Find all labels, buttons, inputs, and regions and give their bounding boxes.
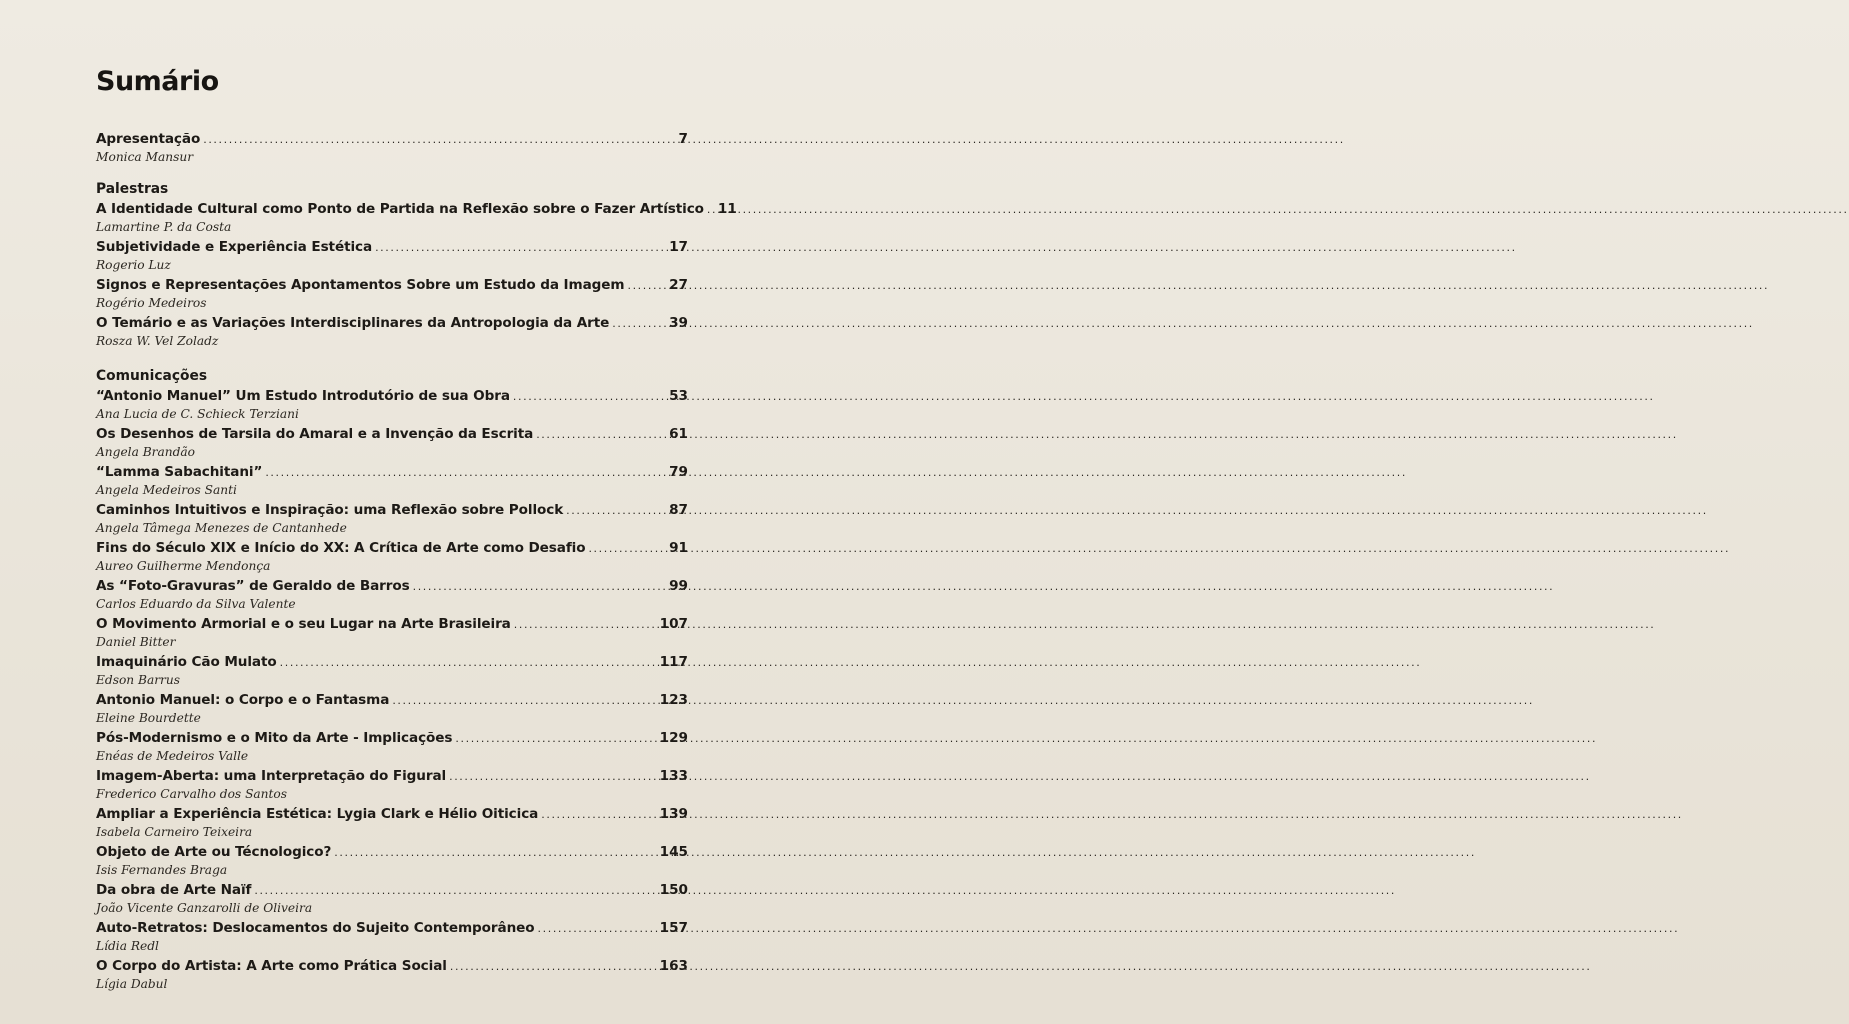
dot-leader (707, 200, 715, 219)
toc-entry-line (96, 653, 688, 672)
toc-entry-author: Carlos Eduardo da Silva Valente (96, 597, 296, 611)
toc-entry-title: “Lamma Sabachitani” (96, 464, 263, 480)
toc-entry-title: Os Desenhos de Tarsila do Amaral e a Invenção da Escrita (96, 426, 534, 442)
toc-entry-title: Caminhos Intuitivos e Inspiração: uma Reflexão sobre Pollock (96, 502, 564, 518)
toc-entry[interactable] (96, 539, 688, 574)
dot-leader (566, 501, 666, 520)
toc-entry-title: “Antonio Manuel” Um Estudo Introdutório de sua Obra (96, 388, 510, 404)
table-of-contents (96, 62, 737, 995)
toc-entry-line (96, 425, 688, 444)
toc-page-number: 7 (678, 131, 688, 147)
toc-entry[interactable] (96, 691, 688, 726)
dot-leader (375, 238, 666, 257)
toc-page-number: 87 (669, 502, 688, 518)
toc-entry-author: Aureo Guilherme Mendonça (96, 559, 271, 573)
dot-leader (392, 691, 656, 710)
dot-leader (627, 276, 666, 295)
section-heading-comunicacoes: Comunicações (96, 368, 208, 384)
toc-entry[interactable] (96, 463, 688, 498)
toc-entry-author: Lamartine P. da Costa (96, 220, 232, 234)
toc-entry-title: Da obra de Arte Naïf (96, 882, 252, 898)
toc-entry-title: As “Foto-Gravuras” de Geraldo de Barros (96, 578, 410, 594)
toc-page-number: 91 (669, 540, 688, 556)
toc-entry-title: A Identidade Cultural como Ponto de Partida na Reflexão sobre o Fazer Artístico (96, 201, 704, 217)
toc-entry-title: Ampliar a Experiência Estética: Lygia Clark e Hélio Oiticica (96, 806, 539, 822)
toc-entry[interactable] (96, 238, 688, 273)
toc-entry-line (96, 881, 688, 900)
toc-entry-title: O Movimento Armorial e o seu Lugar na Arte Brasileira (96, 616, 511, 632)
toc-entry[interactable] (96, 387, 688, 422)
toc-page-number: 53 (669, 388, 688, 404)
toc-page-number: 150 (659, 882, 688, 898)
dot-leader (203, 130, 667, 149)
toc-entry-line (96, 238, 688, 257)
toc-page-number: 157 (659, 920, 688, 936)
toc-page-number: 99 (669, 578, 688, 594)
toc-entry[interactable] (96, 276, 688, 311)
toc-entry[interactable] (96, 577, 688, 612)
dot-leader (455, 729, 656, 748)
toc-entry-author: Angela Medeiros Santi (96, 483, 237, 497)
toc-page-number: 145 (659, 844, 688, 860)
toc-entry-author: João Vicente Ganzarolli de Oliveira (96, 901, 313, 915)
dot-leader (541, 805, 656, 824)
dot-leader (413, 577, 666, 596)
dot-leader (536, 425, 666, 444)
toc-page-number: 17 (669, 239, 688, 255)
toc-entry-author: Eleine Bourdette (96, 711, 201, 725)
toc-page-number: 27 (669, 277, 688, 293)
toc-entry-line (96, 729, 688, 748)
dot-leader (254, 881, 656, 900)
dot-leader (265, 463, 666, 482)
toc-entry-author: Rosza W. Vel Zoladz (96, 334, 219, 348)
toc-entry-title: O Corpo do Artista: A Arte como Prática Social (96, 958, 447, 974)
toc-entry[interactable] (96, 615, 688, 650)
toc-entry[interactable] (96, 729, 688, 764)
toc-entry-line (96, 691, 688, 710)
toc-entry[interactable] (96, 200, 737, 235)
toc-entry-title: Antonio Manuel: o Corpo e o Fantasma (96, 692, 390, 708)
toc-entry-line (96, 843, 688, 862)
toc-entry-author: Daniel Bitter (96, 635, 176, 649)
toc-entry-line (96, 615, 688, 634)
dot-leader (334, 843, 656, 862)
toc-entry-line (96, 767, 688, 786)
toc-entry-line (96, 577, 688, 596)
toc-entry[interactable] (96, 805, 688, 840)
toc-entry[interactable] (96, 843, 688, 878)
toc-entry-title: Pós-Modernismo e o Mito da Arte - Implicações (96, 730, 453, 746)
toc-entry-title: O Temário e as Variações Interdisciplinares da Antropologia da Arte (96, 315, 610, 331)
dot-leader (280, 653, 657, 672)
toc-page-number: 39 (669, 315, 688, 331)
toc-page-number: 129 (659, 730, 688, 746)
toc-entry-author: Rogerio Luz (96, 258, 171, 272)
toc-entry-title: Auto-Retratos: Deslocamentos do Sujeito Contemporâneo (96, 920, 535, 936)
toc-entry-line (96, 130, 688, 149)
toc-entry[interactable] (96, 501, 688, 536)
toc-entry-line (96, 919, 688, 938)
toc-entry-author: Monica Mansur (96, 150, 194, 164)
dot-leader (612, 314, 666, 333)
toc-entry-line (96, 200, 737, 219)
toc-entry-line (96, 463, 688, 482)
toc-entry[interactable] (96, 957, 688, 992)
toc-entry-author: Angela Brandão (96, 445, 196, 459)
toc-page-number: 123 (659, 692, 688, 708)
toc-entry-title: Fins do Século XIX e Início do XX: A Crítica de Arte como Desafio (96, 540, 586, 556)
dot-leader (514, 615, 657, 634)
toc-entry-author: Rogério Medeiros (96, 296, 207, 310)
toc-page-number: 163 (659, 958, 688, 974)
dot-leader (450, 957, 657, 976)
toc-entry-author: Ana Lucia de C. Schieck Terziani (96, 407, 299, 421)
toc-entry-apresentacao[interactable] (96, 130, 688, 165)
toc-entry-title: Apresentação (96, 131, 201, 147)
toc-entry-line (96, 387, 688, 406)
page-title: Sumário (96, 66, 219, 97)
toc-entry[interactable] (96, 919, 688, 954)
toc-entry-line (96, 501, 688, 520)
toc-entry-line (96, 957, 688, 976)
toc-entry-author: Isis Fernandes Braga (96, 863, 228, 877)
toc-entry-author: Enéas de Medeiros Valle (96, 749, 249, 763)
toc-entry-line (96, 539, 688, 558)
toc-entry-line (96, 314, 688, 333)
toc-entry-author: Angela Tâmega Menezes de Cantanhede (96, 521, 347, 535)
dot-leader (513, 387, 666, 406)
toc-entry-line (96, 805, 688, 824)
toc-page-number: 133 (659, 768, 688, 784)
toc-entry-author: Lígia Dabul (96, 977, 168, 991)
dot-leader (538, 919, 657, 938)
toc-entry[interactable] (96, 881, 688, 916)
toc-page-number: 11 (717, 201, 737, 217)
dot-leader (449, 767, 657, 786)
toc-page-number: 79 (669, 464, 688, 480)
toc-entry[interactable] (96, 314, 688, 349)
dot-leader (588, 539, 666, 558)
toc-page-number: 107 (659, 616, 688, 632)
toc-entry-author: Lídia Redl (96, 939, 159, 953)
toc-entry-title: Imaquinário Cão Mulato (96, 654, 277, 670)
toc-entry[interactable] (96, 767, 688, 802)
toc-entry-title: Signos e Representações Apontamentos Sobre um Estudo da Imagem (96, 277, 625, 293)
toc-page-number: 139 (659, 806, 688, 822)
toc-entry-line (96, 276, 688, 295)
section-heading-palestras: Palestras (96, 181, 169, 197)
toc-entry[interactable] (96, 425, 688, 460)
toc-entry-title: Objeto de Arte ou Técnologico? (96, 844, 332, 860)
comunicacoes-list (96, 387, 688, 992)
toc-entry-author: Edson Barrus (96, 673, 180, 687)
toc-page-number: 117 (659, 654, 688, 670)
toc-page-number: 61 (669, 426, 688, 442)
toc-entry-title: Imagem-Aberta: uma Interpretação do Figural (96, 768, 447, 784)
palestras-list (96, 200, 737, 349)
toc-entry-title: Subjetividade e Experiência Estética (96, 239, 373, 255)
toc-entry-author: Frederico Carvalho dos Santos (96, 787, 288, 801)
toc-entry[interactable] (96, 653, 688, 688)
toc-entry-author: Isabela Carneiro Teixeira (96, 825, 253, 839)
